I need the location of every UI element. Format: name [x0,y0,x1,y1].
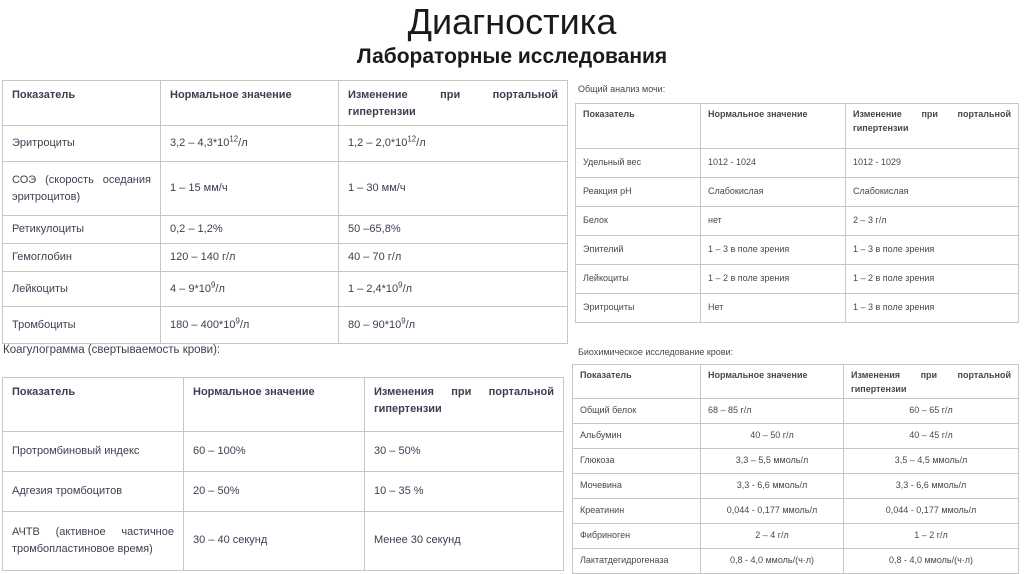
value-cell: 0,8 - 4,0 ммоль/(ч·л) [844,549,1019,574]
column-header: Изменения при портальной гипертензии [844,365,1019,399]
column-header: Показатель [576,104,701,149]
column-header: Показатель [573,365,701,399]
value-cell: $1,2 - 2,0*10^{12}/л$ [339,126,568,162]
column-header: Показатель [3,81,161,126]
value-cell: $1 - 2,4*10^9/л$ [339,272,568,307]
column-header: Нормальное значение [184,378,365,432]
value-cell: 2 – 4 г/л [701,524,844,549]
table-row [576,207,1019,236]
value-cell: 3,5 – 4,5 ммоль/л [844,449,1019,474]
value-cell: 1 – 3 в поле зрения [701,236,846,265]
value-cell: 0,044 - 0,177 ммоль/л [844,499,1019,524]
header-row [573,365,1019,399]
value-cell: 2 – 3 г/л [846,207,1019,236]
value-cell: $4 - 9*10^9/л$ [161,272,339,307]
value-cell: 0,8 - 4,0 ммоль/(ч·л) [701,549,844,574]
value-cell: $3,2 - 4,3*10^{12}/л$ [161,126,339,162]
value-cell: 3,3 – 5,5 ммоль/л [701,449,844,474]
parameter-cell: Адгезия тромбоцитов [3,472,184,512]
parameter-cell: Удельный вес [576,149,701,178]
value-cell: 0,2 – 1,2% [161,216,339,244]
value-cell: 0,044 - 0,177 ммоль/л [701,499,844,524]
blood-test-table [2,80,568,344]
parameter-cell: Общий белок [573,399,701,424]
column-header: Нормальное значение [161,81,339,126]
biochemistry-table [572,364,1019,574]
parameter-cell: Тромбоциты [3,307,161,344]
value-cell: 20 – 50% [184,472,365,512]
parameter-cell: Эритроциты [3,126,161,162]
table-row [573,474,1019,499]
value-cell: 40 – 70 г/л [339,244,568,272]
parameter-cell: Лейкоциты [3,272,161,307]
column-header: Изменения при портальной гипертензии [365,378,564,432]
value-cell: 3,3 - 6,6 ммоль/л [701,474,844,499]
parameter-cell: СОЭ (скорость оседания эритроцитов) [3,162,161,216]
value-cell: 120 – 140 г/л [161,244,339,272]
parameter-cell: Реакция pH [576,178,701,207]
column-header: Нормальное значение [701,365,844,399]
column-header: Нормальное значение [701,104,846,149]
value-cell: 1012 - 1029 [846,149,1019,178]
table-row [573,549,1019,574]
parameter-cell: АЧТВ (активное частичное тромбопластиновое время) [3,512,184,571]
value-cell: 60 – 100% [184,432,365,472]
parameter-cell: Белок [576,207,701,236]
value-cell: 1 – 2 г/л [844,524,1019,549]
table-row [3,162,568,216]
value-cell: 1 – 30 мм/ч [339,162,568,216]
table-row [3,126,568,162]
parameter-cell: Эпителий [576,236,701,265]
value-cell: 1 – 3 в поле зрения [846,294,1019,323]
table-row [3,272,568,307]
value-cell: 68 – 85 г/л [701,399,844,424]
value-cell: Слабокислая [846,178,1019,207]
value-cell: 50 –65,8% [339,216,568,244]
table-row [573,449,1019,474]
parameter-cell: Лактатдегидрогеназа [573,549,701,574]
value-cell: 1012 - 1024 [701,149,846,178]
value-cell: нет [701,207,846,236]
parameter-cell: Фибриноген [573,524,701,549]
value-cell: 60 – 65 г/л [844,399,1019,424]
parameter-cell: Креатинин [573,499,701,524]
parameter-cell: Гемоглобин [3,244,161,272]
value-cell: Слабокислая [701,178,846,207]
table-row [573,524,1019,549]
header-row [3,378,564,432]
parameter-cell: Лейкоциты [576,265,701,294]
table-row [3,472,564,512]
value-cell: 3,3 - 6,6 ммоль/л [844,474,1019,499]
table-row [573,399,1019,424]
value-cell: 1 – 3 в поле зрения [846,236,1019,265]
value-cell: 30 – 50% [365,432,564,472]
parameter-cell: Мочевина [573,474,701,499]
parameter-cell: Альбумин [573,424,701,449]
value-cell: $80 - 90*10^9/л$ [339,307,568,344]
table-row [576,236,1019,265]
urine-analysis-label: Общий анализ мочи: [578,84,666,94]
table-row [576,265,1019,294]
page-subtitle: Лабораторные исследования [356,45,668,68]
table-row [573,424,1019,449]
value-cell: 40 – 50 г/л [701,424,844,449]
column-header: Изменение при портальной гипертензии [339,81,568,126]
column-header: Показатель [3,378,184,432]
value-cell: $180 - 400*10^9/л$ [161,307,339,344]
value-cell: 10 – 35 % [365,472,564,512]
table-row [3,244,568,272]
parameter-cell: Протромбиновый индекс [3,432,184,472]
column-header: Изменение при портальной гипертензии [846,104,1019,149]
parameter-cell: Эритроциты [576,294,701,323]
biochemistry-label: Биохимическое исследование крови: [578,347,734,357]
value-cell: 1 – 2 в поле зрения [846,265,1019,294]
header-row [576,104,1019,149]
page-title: Диагностика [407,1,617,42]
parameter-cell: Глюкоза [573,449,701,474]
table-row [3,307,568,344]
table-row [3,512,564,571]
value-cell: 40 – 45 г/л [844,424,1019,449]
coagulogram-table [2,377,564,571]
table-row [3,432,564,472]
coagulogram-label: Коагулограмма (свертываемость крови): [3,344,221,356]
value-cell: Менее 30 секунд [365,512,564,571]
parameter-cell: Ретикулоциты [3,216,161,244]
table-row [576,294,1019,323]
value-cell: 30 – 40 секунд [184,512,365,571]
table-row [3,216,568,244]
table-row [576,149,1019,178]
value-cell: Нет [701,294,846,323]
table-row [573,499,1019,524]
value-cell: 1 – 2 в поле зрения [701,265,846,294]
table-row [576,178,1019,207]
urine-analysis-table [575,103,1019,323]
value-cell: 1 – 15 мм/ч [161,162,339,216]
header-row [3,81,568,126]
